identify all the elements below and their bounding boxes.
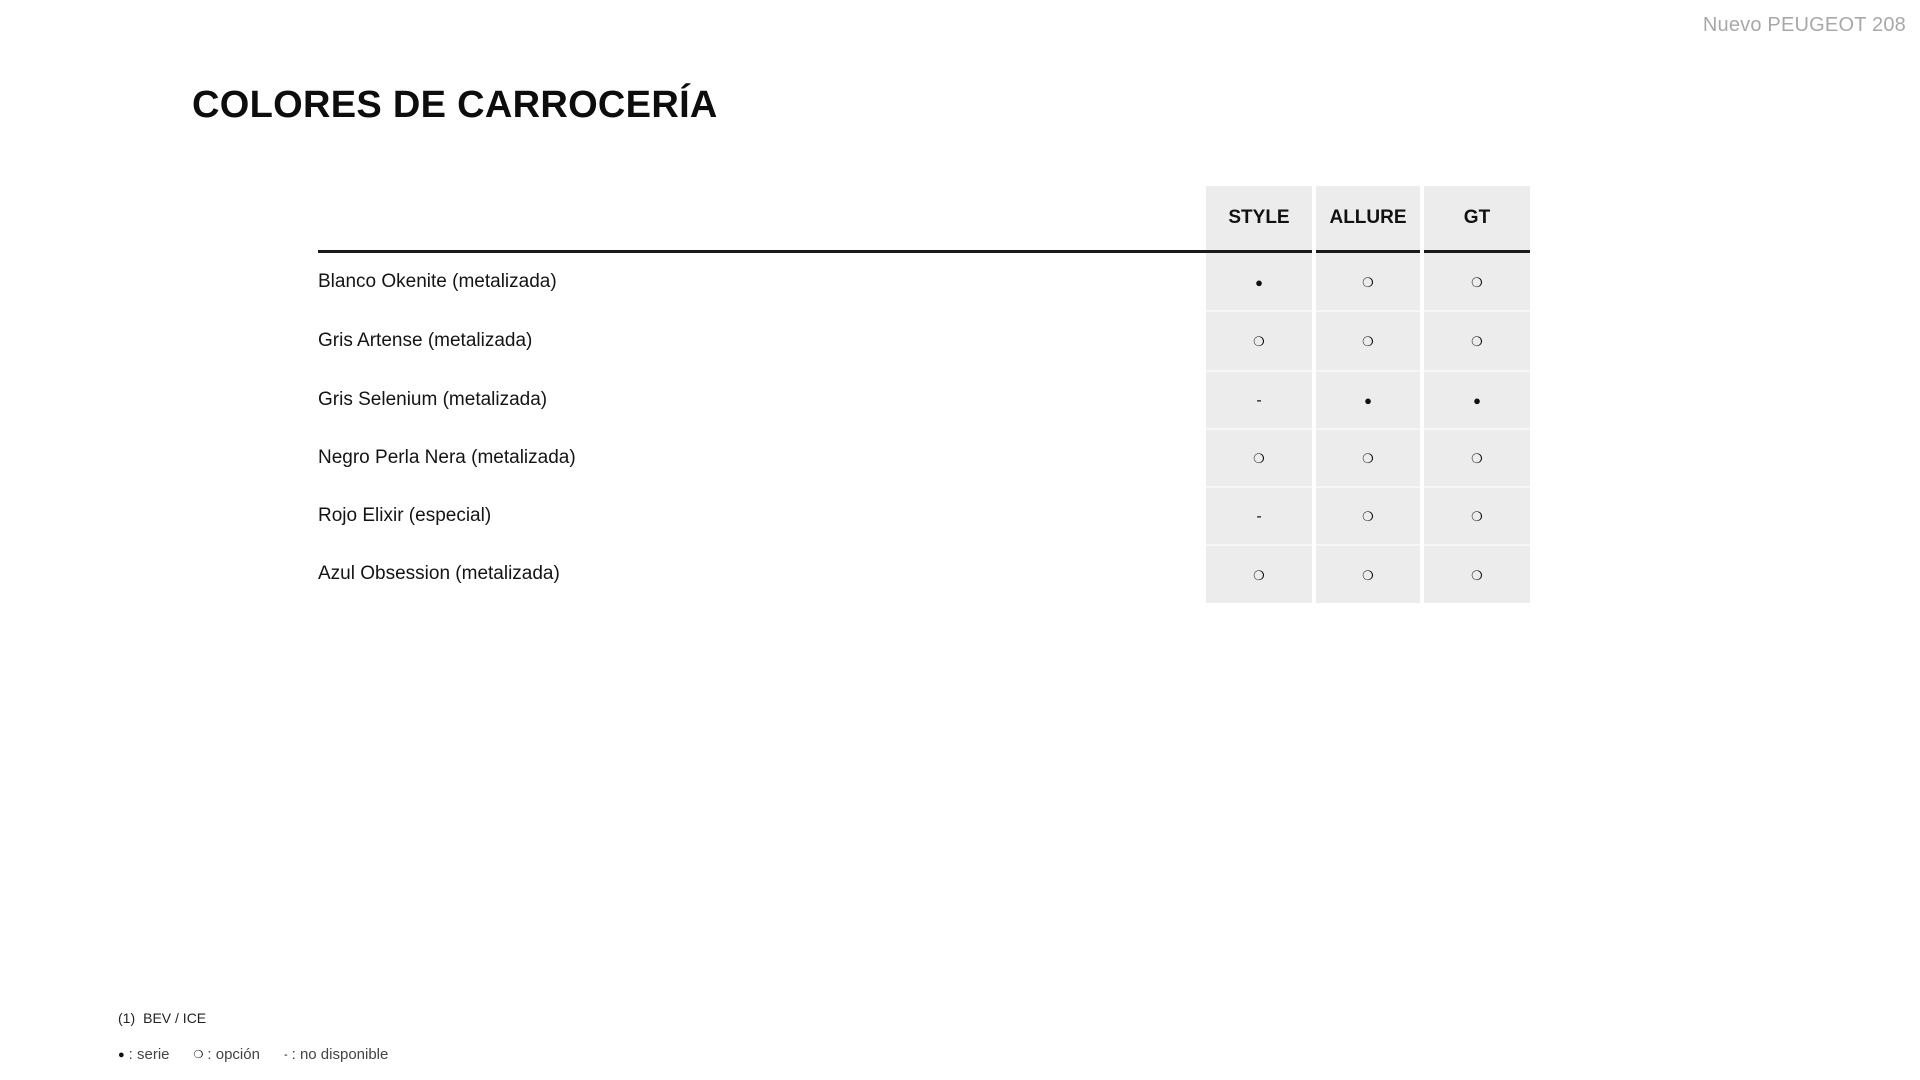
mark-cell-gt [1422, 311, 1530, 371]
dash-icon: - [283, 1048, 288, 1061]
availability-mark: ● [1473, 393, 1481, 408]
legend [118, 1046, 388, 1063]
availability-mark: ❍ [1253, 567, 1265, 583]
mark-cell-gt [1422, 487, 1530, 545]
table-row [318, 252, 1530, 312]
mark-cell-style [1206, 429, 1314, 487]
footnote-number: (1) [118, 1010, 136, 1026]
legend-item-opcion [194, 1046, 260, 1063]
availability-mark: ❍ [1362, 567, 1374, 583]
mark-cell-style [1206, 487, 1314, 545]
color-name: Blanco Okenite (metalizada) [318, 271, 557, 292]
column-header-allure: ALLURE [1314, 186, 1422, 252]
availability-mark: - [1256, 508, 1262, 525]
mark-cell-allure [1314, 429, 1422, 487]
mark-cell-allure [1314, 311, 1422, 371]
availability-mark: ❍ [1253, 334, 1265, 349]
availability-mark: ❍ [1471, 509, 1483, 524]
table-row [318, 545, 1530, 603]
availability-mark: ❍ [1471, 274, 1483, 290]
mark-cell-allure [1314, 371, 1422, 429]
column-header-blank [318, 186, 1206, 252]
legend-item-serie [118, 1046, 170, 1063]
legend-label-no-disponible: : no disponible [291, 1046, 389, 1063]
mark-cell-gt [1422, 545, 1530, 603]
body-colors-table [318, 186, 1530, 603]
color-name: Gris Artense (metalizada) [318, 330, 533, 351]
body-colors-table-wrap [318, 186, 1530, 603]
footnote [118, 1010, 206, 1026]
table-row [318, 311, 1530, 371]
availability-mark: ❍ [1253, 451, 1265, 466]
mark-cell-allure [1314, 487, 1422, 545]
mark-cell-gt [1422, 371, 1530, 429]
availability-mark: ● [1364, 393, 1372, 408]
availability-mark: - [1256, 392, 1262, 409]
mark-cell-allure [1314, 252, 1422, 312]
mark-cell-gt [1422, 429, 1530, 487]
availability-mark: ❍ [1362, 274, 1374, 290]
availability-mark: ❍ [1362, 334, 1374, 349]
table-row [318, 371, 1530, 429]
column-header-style: STYLE [1206, 186, 1314, 252]
table-header-row [318, 186, 1530, 252]
mark-cell-style [1206, 311, 1314, 371]
availability-mark: ❍ [1471, 451, 1483, 466]
legend-label-serie: : serie [128, 1046, 170, 1063]
legend-item-no-disponible [284, 1046, 388, 1063]
mark-cell-style [1206, 371, 1314, 429]
legend-label-opcion: : opción [207, 1046, 260, 1063]
filled-circle-icon: ● [118, 1048, 125, 1061]
color-name: Gris Selenium (metalizada) [318, 389, 548, 410]
availability-mark: ● [1255, 274, 1263, 290]
color-name: Negro Perla Nera (metalizada) [318, 447, 576, 468]
mark-cell-style [1206, 252, 1314, 312]
availability-mark: ❍ [1471, 334, 1483, 349]
table-row [318, 429, 1530, 487]
color-name: Rojo Elixir (especial) [318, 505, 492, 526]
color-name: Azul Obsession (metalizada) [318, 563, 560, 584]
availability-mark: ❍ [1362, 509, 1374, 524]
mark-cell-allure [1314, 545, 1422, 603]
mark-cell-gt [1422, 252, 1530, 312]
open-circle-icon: ❍ [193, 1049, 204, 1061]
table-row [318, 487, 1530, 545]
availability-mark: ❍ [1362, 451, 1374, 466]
column-header-gt: GT [1422, 186, 1530, 252]
header-brand: Nuevo PEUGEOT 208 [1702, 14, 1906, 36]
page-title: COLORES DE CARROCERÍA [192, 84, 718, 126]
availability-mark: ❍ [1471, 567, 1483, 583]
footnote-text: BEV / ICE [143, 1010, 207, 1026]
mark-cell-style [1206, 545, 1314, 603]
